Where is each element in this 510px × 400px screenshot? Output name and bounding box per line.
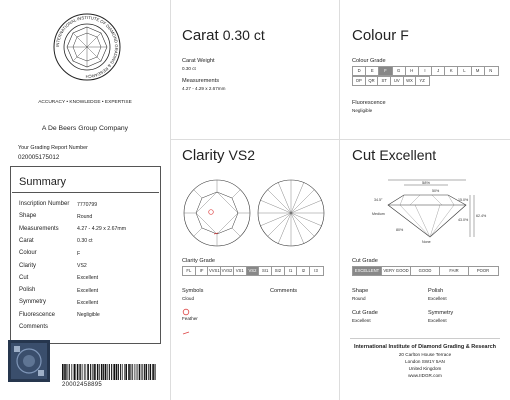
- colour-scale-cell: E: [366, 67, 379, 75]
- fluorescence-value: Negligible: [352, 108, 373, 113]
- colour-heading-label: Colour: [352, 27, 397, 44]
- barcode-number: 20002458895: [62, 382, 103, 388]
- cutgrade-label: Cut Grade: [352, 310, 378, 316]
- cut-scale-cell: FAIR: [440, 267, 469, 275]
- svg-text:None: None: [422, 240, 431, 244]
- colour-scale-cell: D: [353, 67, 366, 75]
- svg-text:80%: 80%: [396, 228, 404, 232]
- clarity-heading-label: Clarity: [182, 147, 225, 164]
- clarity-scale: [182, 266, 324, 276]
- clarity-scale-cell: SI1: [259, 267, 272, 275]
- summary-row-value: F: [77, 250, 81, 257]
- svg-text:15.0%: 15.0%: [458, 198, 469, 202]
- colour-heading-value: F: [400, 27, 409, 43]
- colour-scale-cell: N: [489, 68, 493, 73]
- summary-row-value: 0.30 ct: [77, 238, 93, 245]
- summary-row-value: Excellent: [77, 299, 99, 306]
- symmetry-label: Symmetry: [428, 310, 454, 316]
- institute-divider: [350, 338, 500, 339]
- colour-scale-cell: G: [393, 67, 406, 75]
- proportion-diagram: [370, 175, 490, 245]
- clarity-comments-label: Comments: [270, 288, 298, 294]
- symbols-label: Symbols: [182, 288, 204, 294]
- summary-row-value: VS2: [77, 263, 87, 269]
- svg-text:50%: 50%: [432, 189, 440, 193]
- cutgrade-value: Excellent: [352, 318, 371, 323]
- panel-divider-right: [339, 0, 340, 400]
- carat-weight-label: Carat Weight: [182, 58, 215, 64]
- cut-grade-label: Cut Grade: [352, 258, 378, 264]
- shape-label: Shape: [352, 288, 369, 294]
- cut-scale-cell: POOR: [476, 268, 490, 273]
- colour-scale-cell: OP: [353, 77, 366, 85]
- colour-grade-label: Colour Grade: [352, 58, 386, 64]
- cloud-symbol-icon: [182, 303, 190, 311]
- colour-heading: [352, 27, 409, 44]
- clarity-scale-cell: IF: [196, 267, 209, 275]
- colour-scale-top: [352, 66, 499, 76]
- summary-row-value: Excellent: [77, 287, 99, 294]
- summary-row-label: Shape: [19, 213, 37, 220]
- carat-weight-value: 0.30 ct: [182, 66, 196, 71]
- colour-scale-cell: YZ: [419, 78, 425, 83]
- polish-value: Excellent: [428, 296, 447, 301]
- summary-row-label: Clarity: [19, 262, 37, 269]
- colour-scale-cell: UV: [391, 77, 404, 85]
- cut-scale-cell: GOOD: [411, 267, 440, 275]
- clarity-plot-crown: [182, 178, 252, 248]
- summary-title: Summary: [19, 176, 67, 188]
- svg-text:34.5°: 34.5°: [374, 198, 383, 202]
- institute-address2: London SW1Y 5AN: [405, 359, 445, 364]
- cut-heading: [352, 147, 436, 164]
- polish-label: Polish: [428, 288, 444, 294]
- clarity-heading: [182, 147, 255, 164]
- cut-scale: [352, 266, 499, 276]
- report-number: 020005175012: [18, 154, 60, 161]
- colour-scale-cell: ST: [378, 77, 391, 85]
- clarity-scale-cell: FL: [183, 267, 196, 275]
- fluorescence-label: Fluorescence: [352, 100, 386, 106]
- cut-heading-value: Excellent: [379, 147, 437, 163]
- colour-scale-bottom: [352, 76, 430, 86]
- cut-scale-cell: EXCELLENT: [353, 267, 382, 275]
- colour-scale-cell: F: [379, 67, 392, 75]
- iidgr-logo: [52, 12, 122, 82]
- svg-text:INTERNATIONAL INSTITUTE OF DIA: INTERNATIONAL INSTITUTE OF DIAMOND GRADING & RESEARCH: [54, 14, 120, 80]
- svg-text:62.4%: 62.4%: [476, 214, 487, 218]
- cut-scale-cell: VERY GOOD: [382, 267, 411, 275]
- svg-text:43.0%: 43.0%: [458, 218, 469, 222]
- carat-heading-label: Carat: [182, 27, 219, 44]
- security-hologram: [8, 340, 50, 382]
- divider-mid: [171, 139, 339, 140]
- svg-text:Medium: Medium: [372, 212, 385, 216]
- clarity-grade-label: Clarity Grade: [182, 258, 215, 264]
- cut-heading-label: Cut: [352, 147, 376, 164]
- summary-row-label: Comments: [19, 324, 49, 330]
- colour-scale-cell: H: [406, 67, 419, 75]
- summary-row-label: Inscription Number: [19, 201, 70, 207]
- divider-right: [340, 139, 510, 140]
- logo-tagline: ACCURACY • KNOWLEDGE • EXPERTISE: [38, 100, 132, 105]
- clarity-scale-cell: I3: [314, 268, 318, 273]
- colour-scale-cell: QR: [366, 77, 379, 85]
- institute-web[interactable]: www.IIDGR.com: [408, 373, 442, 378]
- clarity-scale-cell: VVS1: [208, 268, 220, 273]
- clarity-scale-cell: SI2: [272, 267, 285, 275]
- summary-row-label: Colour: [19, 250, 37, 257]
- summary-row-label: Polish: [19, 287, 36, 294]
- clarity-heading-value: VS2: [228, 147, 255, 163]
- summary-row-label: Symmetry: [19, 299, 46, 306]
- panel-divider-left: [170, 0, 171, 400]
- clarity-plot-pavilion: [256, 178, 326, 248]
- symbol-feather-label: Feather: [182, 316, 198, 321]
- clarity-scale-cell: VVS2: [221, 268, 233, 273]
- colour-scale-cell: K: [445, 67, 458, 75]
- company-name: A De Beers Group Company: [41, 125, 129, 132]
- summary-row-label: Measurements: [19, 225, 59, 232]
- clarity-scale-cell: VS1: [234, 267, 247, 275]
- carat-measurements-label: Measurements: [182, 78, 219, 84]
- summary-row-value: Negligible: [77, 312, 100, 319]
- colour-scale-cell: I: [419, 67, 432, 75]
- barcode: [62, 364, 158, 380]
- summary-row-label: Fluorescence: [19, 311, 56, 318]
- colour-scale-cell: L: [458, 67, 471, 75]
- symmetry-value: Excellent: [428, 318, 447, 323]
- summary-row-value: 7770799: [77, 201, 98, 208]
- institute-address3: United Kingdom: [408, 366, 442, 371]
- symbol-cloud-label: Cloud: [182, 296, 195, 301]
- carat-heading: [182, 27, 265, 44]
- summary-divider: [12, 192, 159, 193]
- summary-row-label: Cut: [19, 274, 29, 281]
- report-number-label: Your Grading Report Number: [18, 145, 88, 151]
- shape-value: Round: [352, 296, 366, 301]
- colour-scale-cell: WX: [404, 77, 417, 85]
- svg-text:58%: 58%: [422, 180, 431, 185]
- summary-box: [10, 166, 161, 344]
- summary-row-value: 4.27 - 4.29 x 2.67mm: [77, 226, 127, 233]
- institute-address1: 20 Carlton House Terrace: [398, 352, 452, 357]
- clarity-scale-cell: I2: [297, 267, 310, 275]
- institute-name: International Institute of Diamond Grading & Research: [353, 344, 497, 350]
- summary-row-label: Carat: [19, 237, 34, 244]
- colour-scale-cell: M: [472, 67, 485, 75]
- carat-heading-value: 0.30 ct: [222, 27, 265, 43]
- carat-measurements-value: 4.27 - 4.29 x 2.67mm: [182, 86, 226, 91]
- clarity-scale-cell: I1: [285, 267, 298, 275]
- summary-row-value: Excellent: [77, 275, 99, 282]
- summary-row-value: Round: [77, 213, 93, 220]
- feather-symbol-icon: [182, 323, 192, 329]
- cloud-mark: [209, 210, 214, 215]
- clarity-scale-cell: VS2: [247, 267, 260, 275]
- colour-scale-cell: J: [432, 67, 445, 75]
